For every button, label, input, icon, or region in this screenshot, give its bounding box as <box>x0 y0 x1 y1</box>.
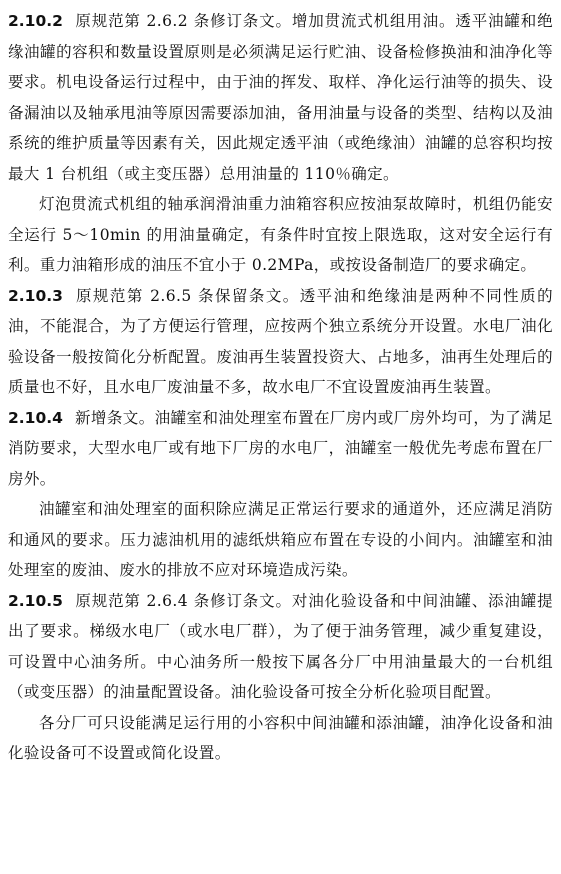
document-page <box>8 6 553 769</box>
clause-paragraph <box>8 586 553 708</box>
clause-paragraph <box>8 403 553 495</box>
clause-text: 原规范第 2.6.4 条修订条文。对油化验设备和中间油罐、添油罐提出了要求。梯级水电厂（或水电厂群），为了便于油务管理，减少重复建设，可设置中心油务所。中心油务所一般按下属各分厂中用油量最大的一台机组（或变压器）的油量配置设备。油化验设备可按全分析化验项目配置。 <box>8 591 553 701</box>
clause-2-10-4 <box>8 403 553 586</box>
clause-text: 新增条文。油罐室和油处理室布置在厂房内或厂房外均可，为了满足消防要求，大型水电厂或有地下厂房的水电厂，油罐室一般优先考虑布置在厂房外。 <box>8 408 553 488</box>
clause-number: 2.10.3 <box>8 286 63 305</box>
clause-number: 2.10.5 <box>8 591 63 610</box>
clause-paragraph: 各分厂可只设能满足运行用的小容积中间油罐和添油罐，油净化设备和油化验设备可不设置或简化设置。 <box>8 713 553 762</box>
clause-2-10-2 <box>8 6 553 281</box>
clause-paragraph: 油罐室和油处理室的面积除应满足正常运行要求的通道外，还应满足消防和通风的要求。压力滤油机用的滤纸烘箱应布置在专设的小间内。油罐室和油处理室的废油、废水的排放不应对环境造成污染。 <box>8 500 553 579</box>
clause-text: 原规范第 2.6.2 条修订条文。增加贯流式机组用油。透平油罐和绝缘油罐的容积和数量设置原则是必须满足运行贮油、设备检修换油和油净化等要求。机电设备运行过程中，由于油的挥发、取样、净化运行油等的损失、设备漏油以及轴承甩油等原因需要添加油，备用油量与设备的类型、结构以及油系统的维护质量等因素有关，因此规定透平油（或绝缘油）油罐的总容积均按最大 1 台机组（或主变压器）总用油量的 110％确定。 <box>8 12 553 183</box>
clause-text: 原规范第 2.6.5 条保留条文。透平油和绝缘油是两种不同性质的油，不能混合，为了方便运行管理，应按两个独立系统分开设置。水电厂油化验设备一般按简化分析配置。废油再生装置投资大、占地多，油再生处理后的质量也不好，且水电厂废油量不多，故水电厂不宜设置废油再生装置。 <box>8 286 553 396</box>
clause-paragraph: 灯泡贯流式机组的轴承润滑油重力油箱容积应按油泵故障时，机组仍能安全运行 5～10min 的用油量确定，有条件时宜按上限选取，这对安全运行有利。重力油箱形成的油压不宜小于 0.2MPa，或按设备制造厂的要求确定。 <box>8 195 553 274</box>
clause-number: 2.10.2 <box>8 12 63 30</box>
clause-paragraph <box>8 6 553 189</box>
clause-2-10-5 <box>8 586 553 769</box>
clause-2-10-3 <box>8 281 553 403</box>
clause-paragraph <box>8 281 553 403</box>
clause-number: 2.10.4 <box>8 408 63 427</box>
